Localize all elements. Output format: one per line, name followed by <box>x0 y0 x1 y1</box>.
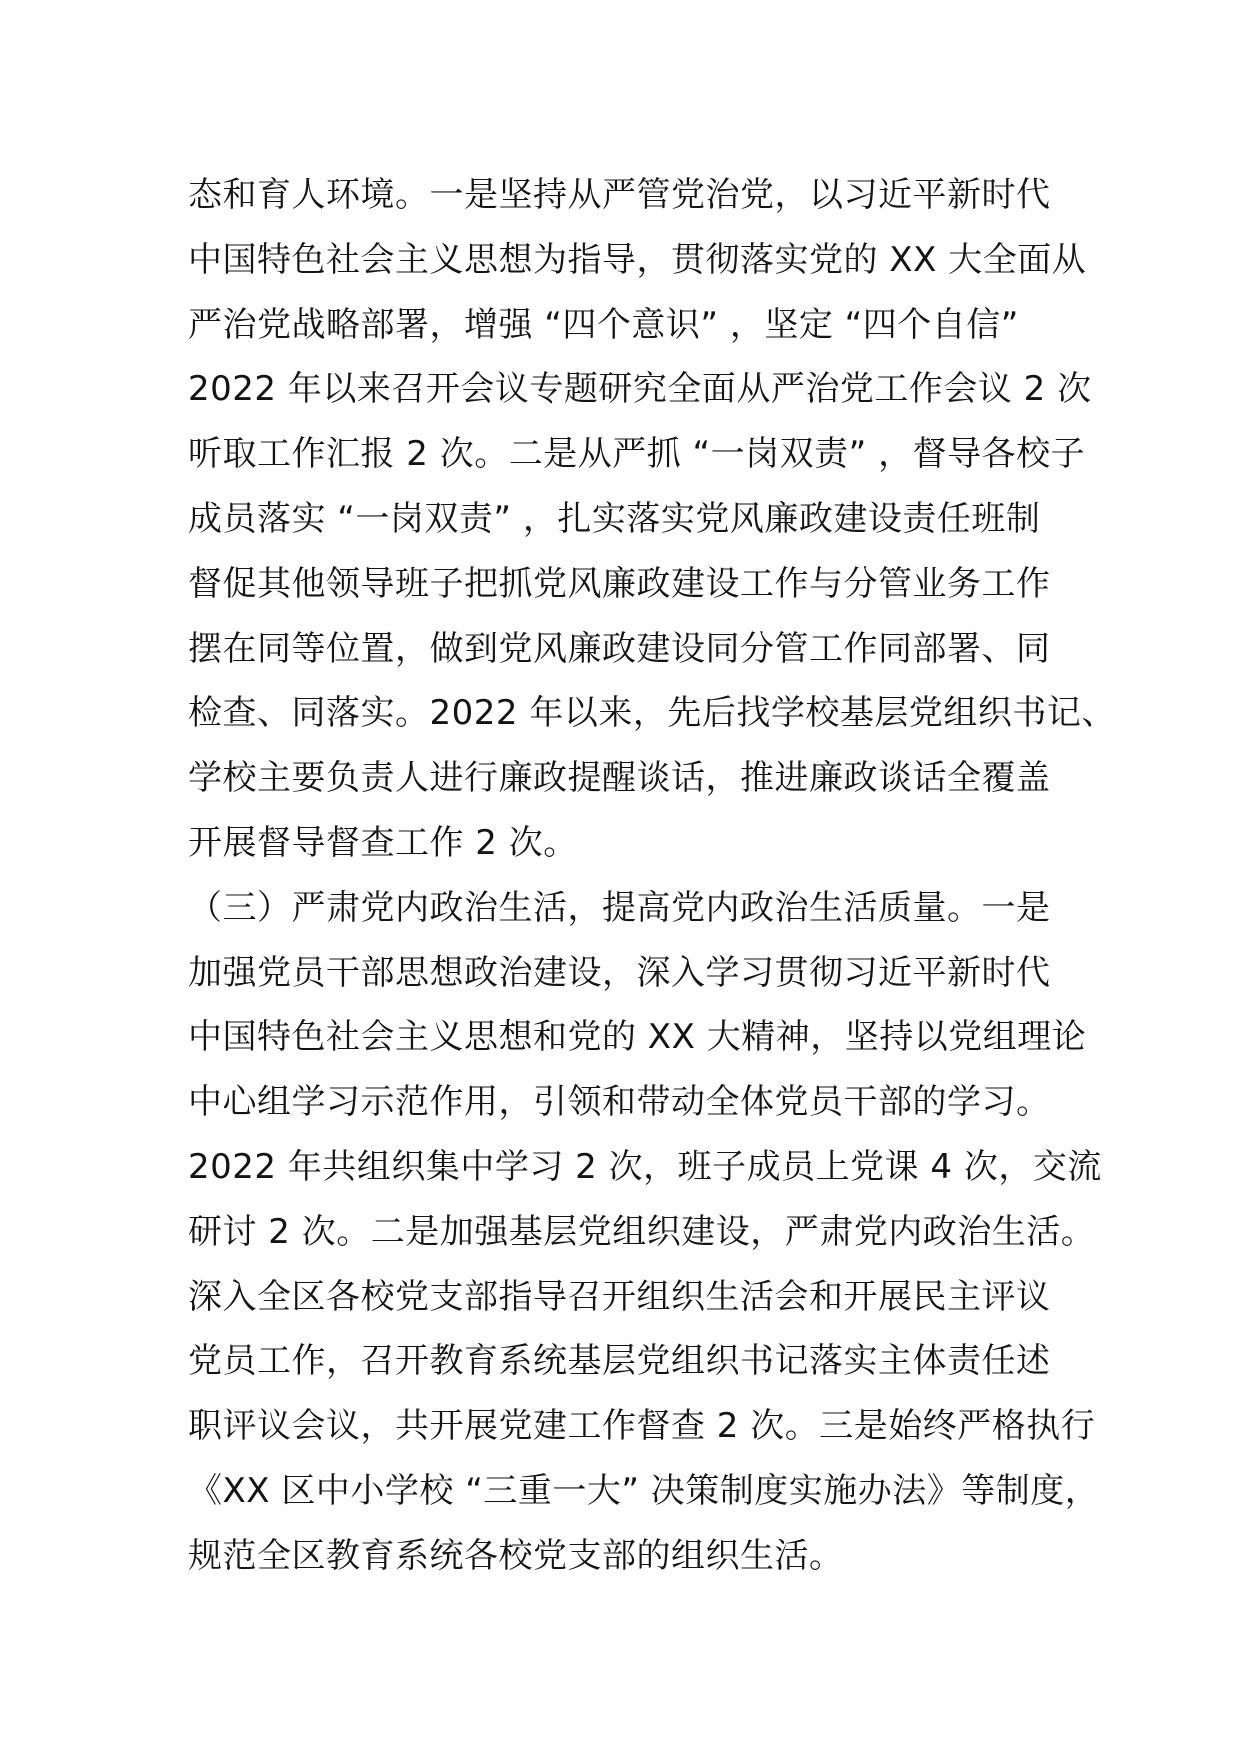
text-line: 规范全区教育系统各校党支部的组织生活。 <box>188 1535 844 1576</box>
text-line: 开展督导督查工作 2 次。 <box>188 822 578 863</box>
text-line: 摆在同等位置，做到党风廉政建设同分管工作同部署、同 <box>188 628 1051 669</box>
text-line: 听取工作汇报 2 次。二是从严抓 “一岗双责” ，督导各校子 <box>188 434 1086 475</box>
text-line: 督促其他领导班子把抓党风廉政建设工作与分管业务工作 <box>188 563 1051 604</box>
body-text <box>188 163 1188 1589</box>
text-line: 中国特色社会主义思想和党的 XX 大精神，坚持以党组理论 <box>188 1017 1087 1058</box>
text-line: 《XX 区中小学校 “三重一大” 决策制度实施办法》等制度， <box>188 1470 1100 1511</box>
text-line: 中国特色社会主义思想为指导，贯彻落实党的 XX 大全面从 <box>188 239 1087 280</box>
text-line: 检查、同落实。2022 年以来，先后找学校基层党组织书记、 <box>188 693 1116 734</box>
text-line: 深入全区各校党支部指导召开组织生活会和开展民主评议 <box>188 1276 1051 1317</box>
text-line: 2022 年共组织集中学习 2 次，班子成员上党课 4 次，交流 <box>188 1146 1102 1187</box>
section-heading-line: （三）严肃党内政治生活，提高党内政治生活质量。一是 <box>188 887 1051 928</box>
text-line: 严治党战略部署，增强 “四个意识” ，坚定 “四个自信” <box>188 304 1019 345</box>
text-line: 学校主要负责人进行廉政提醒谈话，推进廉政谈话全覆盖 <box>188 758 1051 799</box>
text-line: 职评议会议，共开展党建工作督查 2 次。三是始终严格执行 <box>188 1406 1096 1447</box>
text-line: 加强党员干部思想政治建设，深入学习贯彻习近平新时代 <box>188 952 1051 993</box>
text-line: 中心组学习示范作用，引领和带动全体党员干部的学习。 <box>188 1082 1051 1123</box>
text-line: 研讨 2 次。二是加强基层党组织建设，严肃党内政治生活。 <box>188 1211 1096 1252</box>
text-line: 成员落实 “一岗双责” ，扎实落实党风廉政建设责任班制 <box>188 498 1041 539</box>
text-line: 态和育人环境。一是坚持从严管党治党，以习近平新时代 <box>188 175 1051 215</box>
text-line: 党员工作，召开教育系统基层党组织书记落实主体责任述 <box>188 1341 1051 1382</box>
text-line: 2022 年以来召开会议专题研究全面从严治党工作会议 2 次 <box>188 369 1092 410</box>
